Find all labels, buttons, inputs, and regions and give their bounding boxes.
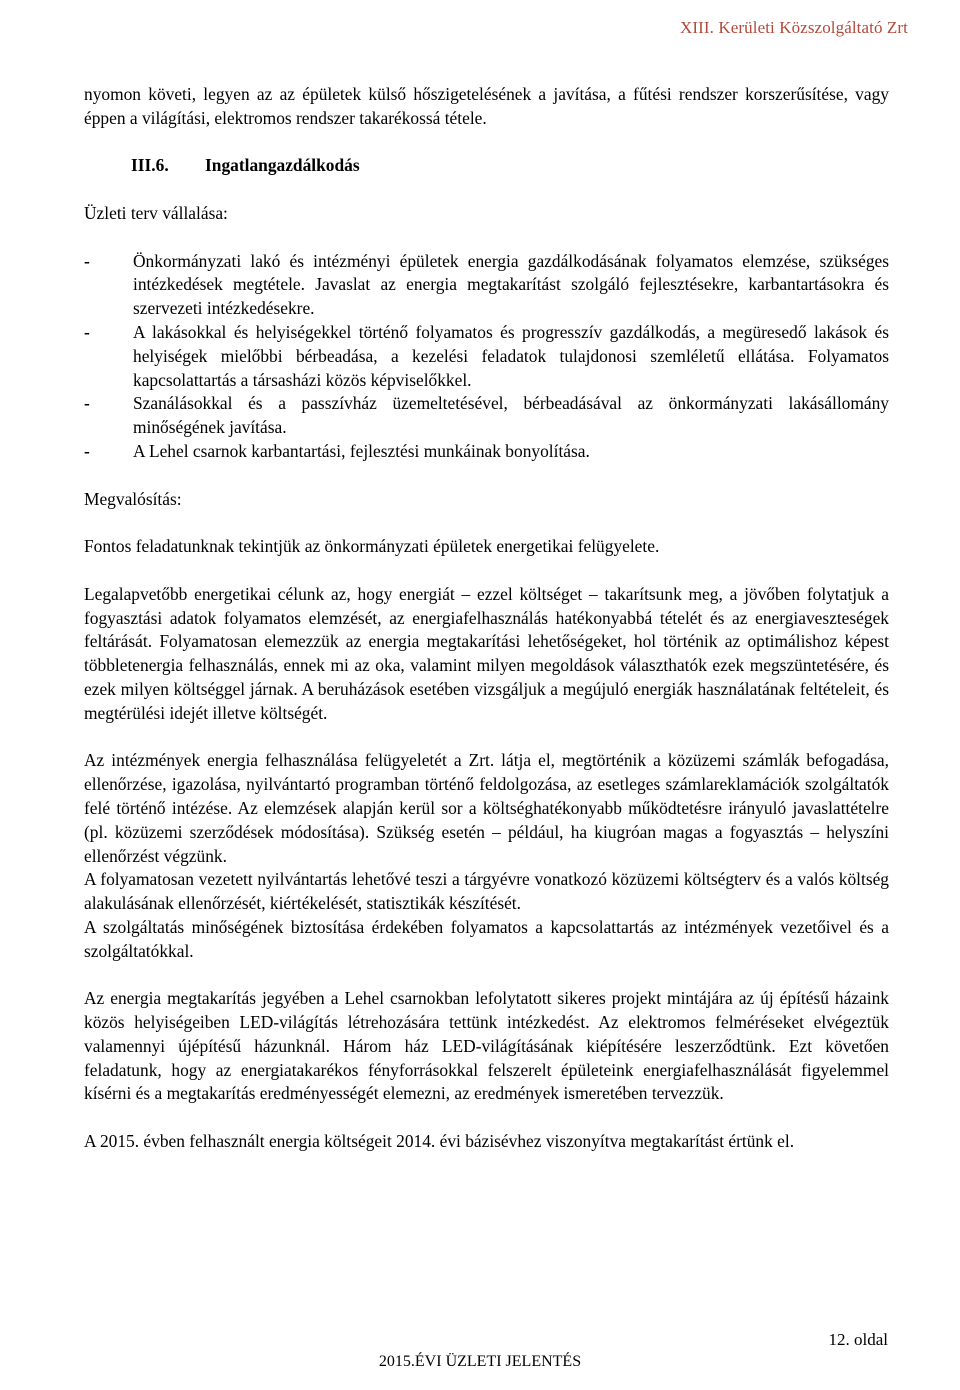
list-item	[84, 321, 889, 392]
bullet-dash: -	[84, 321, 90, 342]
paragraph: A 2015. évben felhasznált energia költségeit 2014. évi bázisévhez viszonyítva megtakarítást értünk el.	[84, 1131, 795, 1152]
bullet-dash: -	[84, 440, 90, 461]
paragraph: Az energia megtakarítás jegyében a Lehel csarnokban lefolytatott sikeres projekt mintájára az új építésű házaink közös helyiségeiben LED-világítás létrehozására tettünk intézkedést. Az elektromos felméréseket elvégeztük valamennyi újépítésű házunknál. Három ház LED-világításának kiépítésére leszerződtünk. Ezt követően feladatunk, hogy az energiatakarékos fényforrásokkal felszerelt épületeink energiafelhasználását figyelemmel kísérni és a megtakarítás eredményességét elemezni, az eredmények ismeretében tervezzük.	[84, 988, 889, 1104]
commitment-list	[84, 250, 889, 464]
commitment-label: Üzleti terv vállalása:	[84, 202, 228, 223]
bullet-dash: -	[84, 250, 90, 271]
page-number: 12. oldal	[828, 1330, 888, 1349]
bullet-text: A Lehel csarnok karbantartási, fejlesztési munkáinak bonyolítása.	[133, 440, 590, 461]
section-title: Ingatlangazdálkodás	[205, 155, 360, 176]
paragraph: Az intézmények energia felhasználása felügyeletét a Zrt. látja el, megtörténik a közüzemi számlák befogadása, ellenőrzése, igazolása, nyilvántartó programban történő feldolgozása, az esetleges számlareklamációk szolgáltatók felé történő intézése. Az elemzések alapján kerül sor a költséghatékonyabb működtetésre irányuló javaslattételre (pl. közüzemi szerződések módosítása). Szükség esetén – például, ha kiugróan magas a fogyasztás – helyszíni ellenőrzést végzünk.	[84, 750, 889, 866]
paragraph: Legalapvetőbb energetikai célunk az, hogy energiát – ezzel költséget – takarítsunk meg, a jövőben folytatjuk a fogyasztási adatok folyamatos elemzését, az energiafelhasználás hatékonyabbá tételét és az energiaveszteségek feltárását. Folyamatosan elemezzük az energia megtakarítási lehetőségeket, hol történik az optimálishoz képest többletenergia felhasználás, ennek mi az oka, valamint milyen megoldások választhatók ezek megszüntetésére, és ezek milyen költséggel járnak. A beruházások esetében vizsgáljuk a megújuló energiák használatának feltételeit, és megtérülési idejét illetve költségét.	[84, 583, 889, 723]
paragraph: A szolgáltatás minőségének biztosítása érdekében folyamatos a kapcsolattartás az intézmények vezetőivel és a szolgáltatókkal.	[84, 916, 889, 961]
paragraph: A folyamatosan vezetett nyilvántartás lehetővé teszi a tárgyévre vonatkozó közüzemi költségterv és a valós költség alakulásának ellenőrzését, kiértékelését, statisztikák készítését.	[84, 869, 889, 914]
bullet-dash: -	[84, 393, 90, 414]
intro-paragraph: nyomon követi, legyen az az épületek külső hőszigetelésének a javítása, a fűtési rendszer korszerűsítése, vagy éppen a világítási, elektromos rendszer takarékossá tétele.	[84, 84, 889, 128]
paragraph: Fontos feladatunknak tekintjük az önkormányzati épületek energetikai felügyelete.	[84, 536, 660, 557]
bullet-text: A lakásokkal és helyiségekkel történő folyamatos és progresszív gazdálkodás, a megüresedő lakások és helyiségek mielőbbi bérbeadása, a kezelési feladatok tulajdonosi szemléletű ellátása. Folyamatos kapcsolattartás a társasházi közös képviselőkkel.	[133, 321, 889, 390]
page-header-title: XIII. Kerületi Közszolgáltató Zrt	[680, 18, 908, 37]
list-item	[84, 392, 889, 440]
bullet-text: Önkormányzati lakó és intézményi épületek energia gazdálkodásának folyamatos elemzése, szükséges intézkedések megtétele. Javaslat az energia megtakarítást szolgáló fejlesztésekre, karbantartásokra és szervezeti intézkedésekre.	[133, 250, 889, 319]
footer-title: 2015.ÉVI ÜZLETI JELENTÉS	[378, 1353, 582, 1370]
bullet-text: Szanálásokkal és a passzívház üzemeltetésével, bérbeadásával az önkormányzati lakásállomány minőségének javítása.	[133, 393, 889, 438]
list-item	[84, 440, 889, 464]
document-body	[84, 83, 889, 1154]
section-number: III.6.	[131, 155, 169, 176]
section-heading	[131, 154, 889, 178]
realization-label: Megvalósítás:	[84, 488, 182, 509]
list-item	[84, 250, 889, 321]
